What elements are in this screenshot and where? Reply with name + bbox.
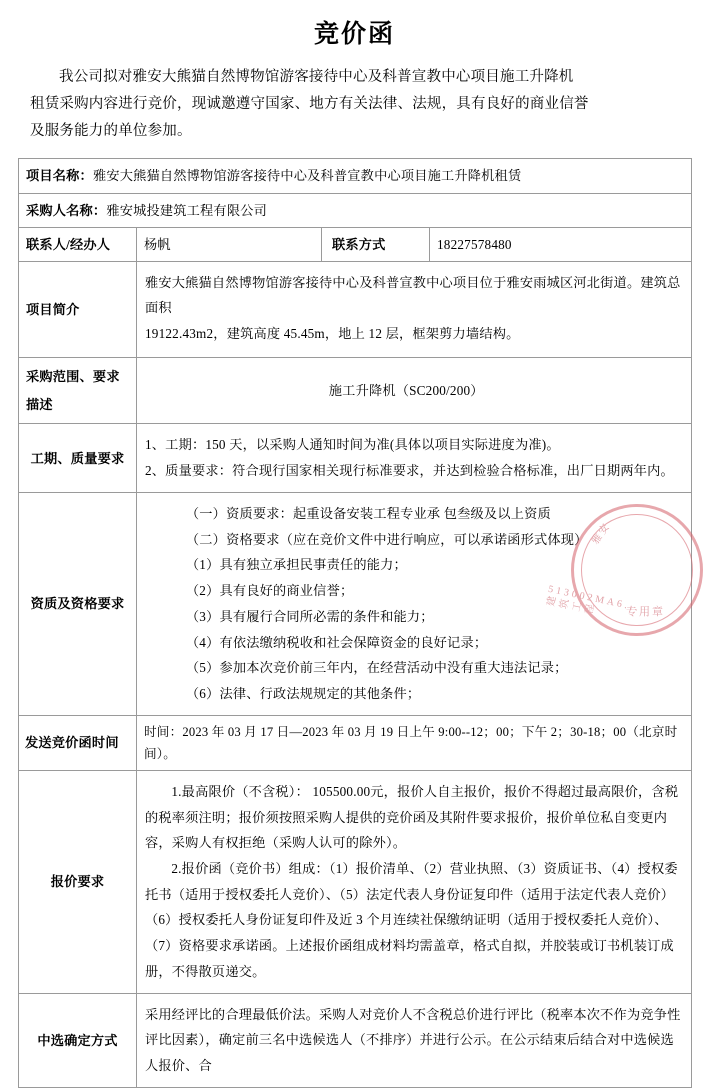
scope-label <box>19 357 137 423</box>
quote-value <box>137 770 692 993</box>
brief-line-2: 19122.43m2，建筑高度 45.45m，地上 12 层，框架剪力墙结构。 <box>145 326 520 342</box>
intro-line-3: 及服务能力的单位参加。 <box>30 122 192 139</box>
table-row <box>19 193 692 227</box>
seal-text-side: 513002MA6...建筑工程 <box>544 583 642 619</box>
qualification-line-3: （1）具有独立承担民事责任的能力； <box>185 557 407 573</box>
bid-info-table <box>18 158 692 1087</box>
brief-label: 项目简介 <box>19 261 137 357</box>
qualification-line-8: （6）法律、行政法规规定的其他条件； <box>185 685 421 701</box>
purchaser-cell <box>19 193 692 227</box>
document-page <box>0 14 709 1074</box>
quote-paragraph-1: 1.最高限价（不含税）： 105500.00元，报价人自主报价，报价不得超过最高限价，含税的税率须注明；报价须按照采购人提供的竞价函及其附件要求报价，报价单位私自变更内容，采购人有权拒绝（采购人认可的除外）。 <box>145 783 679 851</box>
quote-paragraph-2: 2.报价函（竞价书）组成：（1）报价清单、（2）营业执照、（3）资质证书、（4）授权委托书（适用于授权委托人竞价）、（5）法定代表人身份证复印件（适用于法定代表人竞价）（6）授权委托人身份证复印件及近 3 个月连续社保缴纳证明（适用于授权委托人竞价）、（7）资格要求承诺函。上述报价函组成材料均需盖章，格式自拟，并胶装或订书机装订成册，不得散页递交。 <box>145 860 678 979</box>
send-time-value: 时间：2023 年 03 月 17 日—2023 年 03 月 19 日上午 9:00--12；00；下午 2；30-18；00（北京时间）。 <box>137 715 692 770</box>
scope-value-text: 施工升降机（SC200/200） <box>328 383 484 399</box>
table-row <box>19 261 692 357</box>
qualification-line-4: （2）具有良好的商业信誉； <box>185 583 354 599</box>
table-row <box>19 227 692 261</box>
phone-label: 联系方式 <box>322 227 430 261</box>
contact-label: 联系人/经办人 <box>19 227 137 261</box>
period-line-1: 1、工期：150 天，以采购人通知时间为准(具体以项目实际进度为准)。 <box>145 437 560 453</box>
scope-label-line-2: 描述 <box>26 396 53 412</box>
selection-label: 中选确定方式 <box>19 993 137 1087</box>
project-name-label: 项目名称： <box>26 168 93 184</box>
phone-value: 18227578480 <box>430 227 692 261</box>
table-row <box>19 993 692 1087</box>
qualification-line-7: （5）参加本次竞价前三年内，在经营活动中没有重大违法记录； <box>185 660 568 676</box>
page-title: 竞价函 <box>313 21 395 48</box>
intro-paragraph <box>30 64 679 144</box>
table-row <box>19 770 692 993</box>
project-name-value: 雅安大熊猫自然博物馆游客接待中心及科普宣教中心项目施工升降机租赁 <box>92 168 522 184</box>
table-row <box>19 424 692 492</box>
table-row <box>19 159 692 193</box>
period-value <box>137 424 692 492</box>
scope-value <box>137 357 692 423</box>
quote-label: 报价要求 <box>19 770 137 993</box>
qualification-value <box>137 492 692 715</box>
scope-label-line-1: 采购范围、要求 <box>26 368 120 384</box>
contact-value: 杨帆 <box>137 227 322 261</box>
period-label: 工期、质量要求 <box>19 424 137 492</box>
send-time-label: 发送竞价函时间 <box>19 715 137 770</box>
purchaser-label: 采购人名称： <box>26 202 107 218</box>
qualification-line-6: （4）有依法缴纳税收和社会保障资金的良好记录； <box>185 634 488 650</box>
qualification-line-1: （一）资质要求：起重设备安装工程专业承 包叁级及以上资质 <box>185 505 551 521</box>
table-row <box>19 357 692 423</box>
purchaser-value: 雅安城投建筑工程有限公司 <box>106 202 267 218</box>
selection-text: 采用经评比的合理最低价法。采购人对竞价人不含税总价进行评比（税率本次不作为竞争性评比因素），确定前三名中选候选人（不排序）并进行公示。在公示结束后结合对中选候选人报价、合 <box>145 1006 681 1074</box>
qualification-label: 资质及资格要求 <box>19 492 137 715</box>
selection-value <box>137 993 692 1087</box>
period-line-2: 2、质量要求：符合现行国家相关现行标准要求，并达到检验合格标准，出厂日期两年内。 <box>145 463 674 479</box>
intro-line-2: 租赁采购内容进行竞价，现诚邀遵守国家、地方有关法律、法规，具有良好的商业信誉 <box>30 95 589 112</box>
brief-value <box>137 261 692 357</box>
project-name-cell <box>19 159 692 193</box>
table-row <box>19 492 692 715</box>
table-row <box>19 715 692 770</box>
intro-line-1: 我公司拟对雅安大熊猫自然博物馆游客接待中心及科普宣教中心项目施工升降机 <box>59 69 574 85</box>
brief-line-1: 雅安大熊猫自然博物馆游客接待中心及科普宣教中心项目位于雅安雨城区河北街道。建筑总面积 <box>145 274 681 316</box>
seal-text-bottom: 专用章 <box>626 606 665 618</box>
qualification-line-2: （二）资格要求（应在竞价文件中进行响应，可以承诺函形式体现） <box>185 531 588 547</box>
seal-text-top: 雅安 <box>590 520 614 547</box>
qualification-line-5: （3）具有履行合同所必需的条件和能力； <box>185 608 434 624</box>
